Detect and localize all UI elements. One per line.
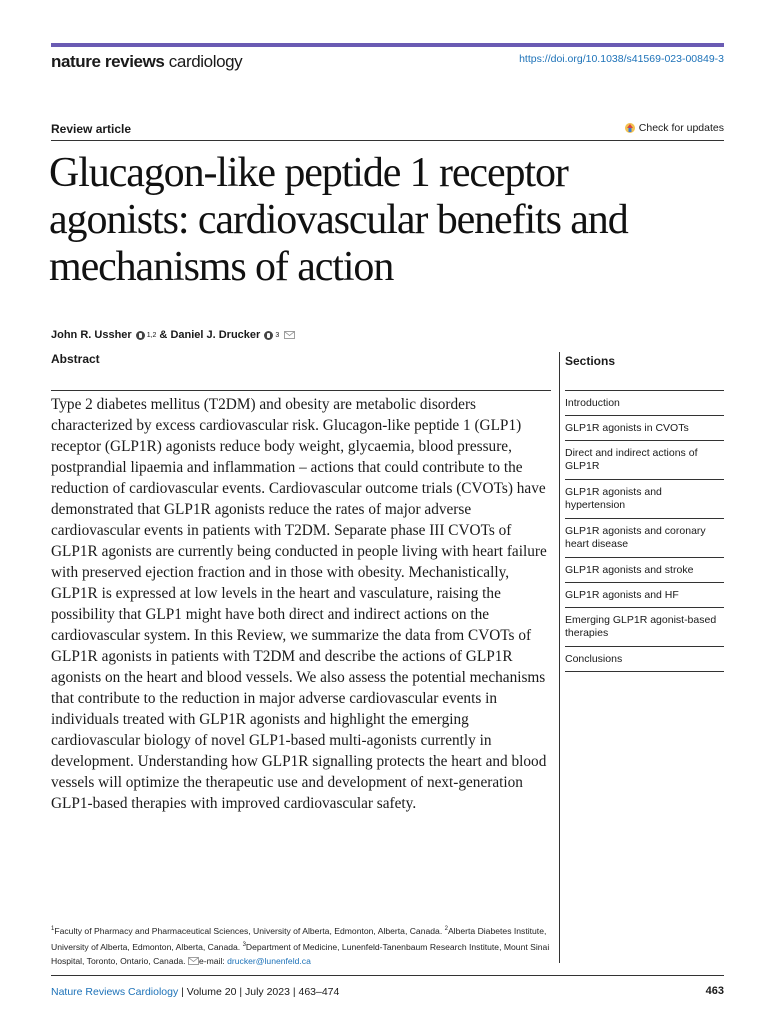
mail-icon (188, 957, 199, 965)
email-link[interactable]: drucker@lunenfeld.ca (227, 955, 311, 966)
author-separator: & (159, 329, 168, 341)
section-link-direct-indirect[interactable]: Direct and indirect actions of GLP1R (565, 441, 724, 480)
header-divider (51, 140, 724, 141)
footer-citation (51, 986, 339, 998)
journal-name-bold: nature reviews (51, 52, 165, 71)
sections-heading: Sections (565, 354, 616, 368)
footnote-marker: 1 (51, 926, 55, 932)
check-updates-icon (624, 122, 636, 134)
section-link-introduction[interactable]: Introduction (565, 391, 724, 416)
section-link-coronary[interactable]: GLP1R agonists and coronary heart disease (565, 519, 724, 558)
section-link-emerging[interactable]: Emerging GLP1R agonist-based therapies (565, 608, 724, 647)
author-affiliation: 1,2 (146, 331, 157, 339)
section-link-stroke[interactable]: GLP1R agonists and stroke (565, 558, 724, 583)
footer-journal-link[interactable]: Nature Reviews Cardiology (51, 986, 179, 998)
affiliations-footnote (51, 922, 551, 968)
doi-link[interactable]: https://doi.org/10.1038/s41569-023-00849-3 (519, 53, 724, 65)
article-title: Glucagon-like peptide 1 receptor agonists: cardiovascular benefits and mechanisms of action (49, 150, 628, 290)
column-divider (559, 352, 560, 963)
orcid-icon[interactable] (264, 331, 273, 340)
journal-name-light: cardiology (168, 52, 243, 71)
abstract-text: Type 2 diabetes mellitus (T2DM) and obesity are metabolic disorders characterized by excess cardiovascular risk. Glucagon-like peptide 1 (GLP1) receptor (GLP1R) agonists reduce body weight, glycaemia, blood pressure, postprandial lipaemia and inflammation – actions that could contribute to the reduction of cardiovascular events. Cardiovascular outcome trials (CVOTs) have demonstrated that GLP1R agonists reduce the rates of major adverse cardiovascular events in patients with T2DM. Separate phase III CVOTs of GLP1R agonists are currently being conducted in people living with heart failure with preserved ejection fraction and in those with obesity. Mechanistically, GLP1R is expressed at low levels in the heart and vasculature, raising the possibility that GLP1 might have both direct and indirect actions on the cardiovascular system. In this Review, we summarize the data from CVOTs of GLP1R agonists in patients with T2DM and describe the actions of GLP1R agonists on the heart and blood vessels. We also assess the potential mechanisms that contribute to the reduction in major adverse cardiovascular events in individuals treated with GLP1R agonists and highlight the emerging cardiovascular biology of novel GLP1-based multi-agonists currently in development. Understanding how GLP1R signalling protects the heart and blood vessels will optimize the therapeutic use and development of next-generation GLP1-based therapies with improved cardiovascular safety. (51, 396, 547, 812)
footer-divider (51, 975, 724, 976)
footnote-marker: 3 (242, 941, 246, 948)
author-name[interactable]: Daniel J. Drucker (170, 329, 261, 341)
section-link-hf[interactable]: GLP1R agonists and HF (565, 583, 724, 608)
affiliation-text: Faculty of Pharmacy and Pharmaceutical Sciences, University of Alberta, Edmonton, Alberta, Canada. (54, 925, 445, 936)
footer-details: | Volume 20 | July 2023 | 463–474 (178, 986, 340, 998)
email-label: e-mail: (198, 955, 228, 966)
author-name[interactable]: John R. Ussher (51, 329, 132, 341)
page-number: 463 (705, 985, 724, 997)
sections-list (565, 391, 724, 672)
affiliation-text: Department of Medicine, Lunenfeld-Tanenbaum Research Institute, Mount Sinai Hospital, Toronto, Ontario, Canada. (51, 941, 550, 966)
affiliation-text: Alberta Diabetes Institute, University of Alberta, Edmonton, Alberta, Canada. (51, 925, 547, 952)
author-affiliation: 3 (275, 331, 280, 339)
abstract-heading: Abstract (51, 352, 100, 366)
orcid-icon[interactable] (136, 331, 145, 340)
footnote-marker: 2 (444, 926, 448, 932)
abstract-divider (51, 390, 551, 391)
author-line (51, 329, 295, 341)
journal-logo (51, 52, 242, 72)
check-updates-button[interactable] (624, 122, 724, 134)
check-updates-label: Check for updates (638, 122, 724, 134)
article-type: Review article (51, 122, 132, 136)
mail-icon[interactable] (284, 331, 295, 339)
section-link-conclusions[interactable]: Conclusions (565, 647, 724, 672)
section-link-hypertension[interactable]: GLP1R agonists and hypertension (565, 480, 724, 519)
header-accent-bar (51, 43, 724, 47)
section-link-cvots[interactable]: GLP1R agonists in CVOTs (565, 416, 724, 441)
